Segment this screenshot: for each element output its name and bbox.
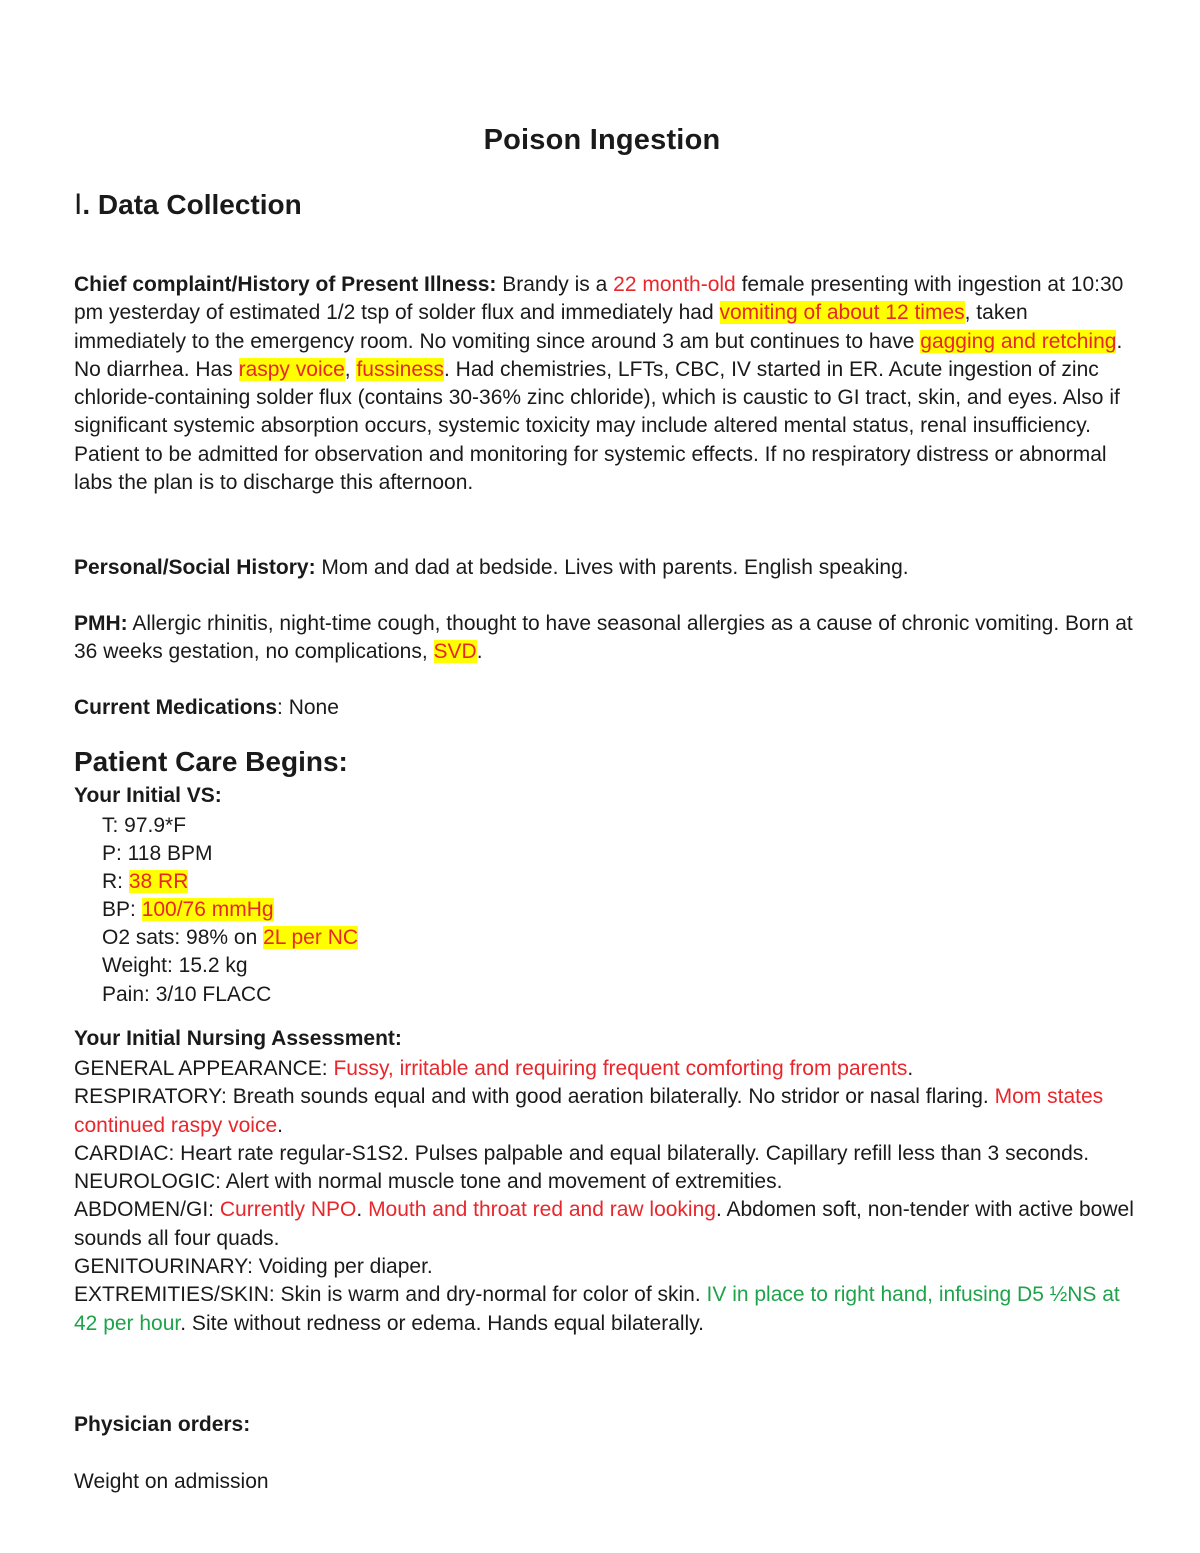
pmh-label: PMH: [74,612,128,635]
hpi-label: Chief complaint/History of Present Illness: [74,273,497,296]
hpi-text: . No diarrhea. Has [74,329,1123,381]
assessment-text: . [277,1113,283,1137]
assessment-text: ABDOMEN/GI: [74,1198,220,1222]
vitals-label: Your Initial VS: [74,784,222,807]
assessment-finding: Currently NPO [219,1198,357,1222]
hpi-text: female presenting with ingestion at 10:30 pm yesterday of estimated 1/2 tsp of solder flux and immediately had [74,273,1124,325]
assessment-iv-note: IV in place to right hand, infusing D5 ½NS at 42 per hour [74,1283,1120,1335]
assessment-abdomen [74,1196,1134,1253]
medications-label: Current Medications [74,696,278,719]
assessment-text: RESPIRATORY: Breath sounds equal and with good aeration bilaterally. No stridor or nasal flaring. [74,1085,995,1109]
assessment-finding: Mom states continued raspy voice [74,1085,1104,1137]
hpi-text: , [344,357,357,381]
assessment-general [74,1055,1134,1083]
social-history-paragraph [74,554,1134,582]
vital-respiration [102,868,358,896]
vital-label: R: [102,870,129,894]
section-heading-text: . Data Collection [82,189,302,220]
assessment-genitourinary: GENITOURINARY: Voiding per diaper. [74,1255,433,1279]
physician-orders-label: Physician orders: [74,1413,251,1436]
highlight-vomiting: vomiting of about 12 times [719,301,965,325]
vital-blood-pressure [102,896,358,924]
vital-label: O2 sats: 98% on [102,926,264,950]
assessment-neurologic: NEUROLOGIC: Alert with normal muscle tone and movement of extremities. [74,1170,783,1194]
highlight-raspy-voice: raspy voice [238,357,345,381]
pmh-paragraph [74,610,1134,667]
medications-text: : None [277,696,339,719]
highlight-blood-pressure: 100/76 mmHg [141,898,274,922]
vital-o2-sats [102,924,358,952]
vital-pain: Pain: 3/10 FLACC [102,982,272,1006]
hpi-paragraph [74,271,1134,497]
pmh-end: . [476,640,483,664]
social-history-label: Personal/Social History: [74,556,316,579]
highlight-respiration: 38 RR [128,870,189,894]
assessment-text: . Abdomen soft, non-tender with active bowel sounds all four quads. [74,1198,1134,1250]
assessment-label: Your Initial Nursing Assessment: [74,1027,402,1050]
vital-pulse: P: 118 BPM [102,842,213,866]
section-roman-numeral: I [74,188,83,221]
vital-weight: Weight: 15.2 kg [102,954,248,978]
highlight-svd: SVD [433,640,477,664]
social-history-text: Mom and dad at bedside. Lives with parents. English speaking. [315,556,909,579]
current-medications [74,694,1134,722]
pmh-text: Allergic rhinitis, night-time cough, thought to have seasonal allergies as a cause of chronic vomiting. Born at 36 weeks gestation, no complications, [74,612,1133,664]
patient-care-heading: Patient Care Begins: [74,746,348,777]
assessment-text: GENERAL APPEARANCE: [74,1057,334,1080]
highlight-gagging: gagging and retching [920,329,1117,353]
assessment-respiratory [74,1083,1134,1140]
vital-temperature: T: 97.9*F [102,814,187,837]
page-title: Poison Ingestion [483,124,721,156]
vital-label: BP: [102,898,142,922]
highlight-oxygen: 2L per NC [263,926,359,950]
hpi-text: , taken immediately to the emergency room. No vomiting since around 3 am but continues to have [74,301,1028,353]
patient-age: 22 month-old [613,273,736,296]
assessment-text: . Site without redness or edema. Hands equal bilaterally. [180,1311,704,1335]
assessment-text: . [907,1057,914,1080]
vitals-list [102,812,358,1009]
assessment-text: . [356,1198,369,1222]
assessment-text: . [694,1283,707,1307]
assessment-finding: Mouth and throat red and raw looking [368,1198,716,1222]
assessment-body [74,1055,1134,1338]
assessment-extremities [74,1281,1134,1338]
section-heading-data-collection [74,188,302,222]
assessment-text: EXTREMITIES/SKIN: Skin is warm and dry-normal for color of skin [74,1283,695,1307]
assessment-cardiac: CARDIAC: Heart rate regular-S1S2. Pulses palpable and equal bilaterally. Capillary refill less than 3 seconds. [74,1141,1090,1165]
hpi-text: . Had chemistries, LFTs, CBC, IV started in ER. Acute ingestion of zinc chloride-containing solder flux (contains 30-36% zinc chloride), which is caustic to GI tract, skin, and eyes. Also if significant systemic absorption occurs, systemic toxicity may include altered mental status, renal insufficiency. Patient to be admitted for observation and monitoring for systemic effects. If no respiratory distress or abnormal labs the plan is to discharge this afternoon. [74,357,1120,495]
hpi-text: Brandy is a [496,273,614,296]
order-weight-on-admission: Weight on admission [74,1470,269,1493]
assessment-finding: Fussy, irritable and requiring frequent comforting from parents [333,1057,908,1080]
highlight-fussiness: fussiness [356,357,445,381]
